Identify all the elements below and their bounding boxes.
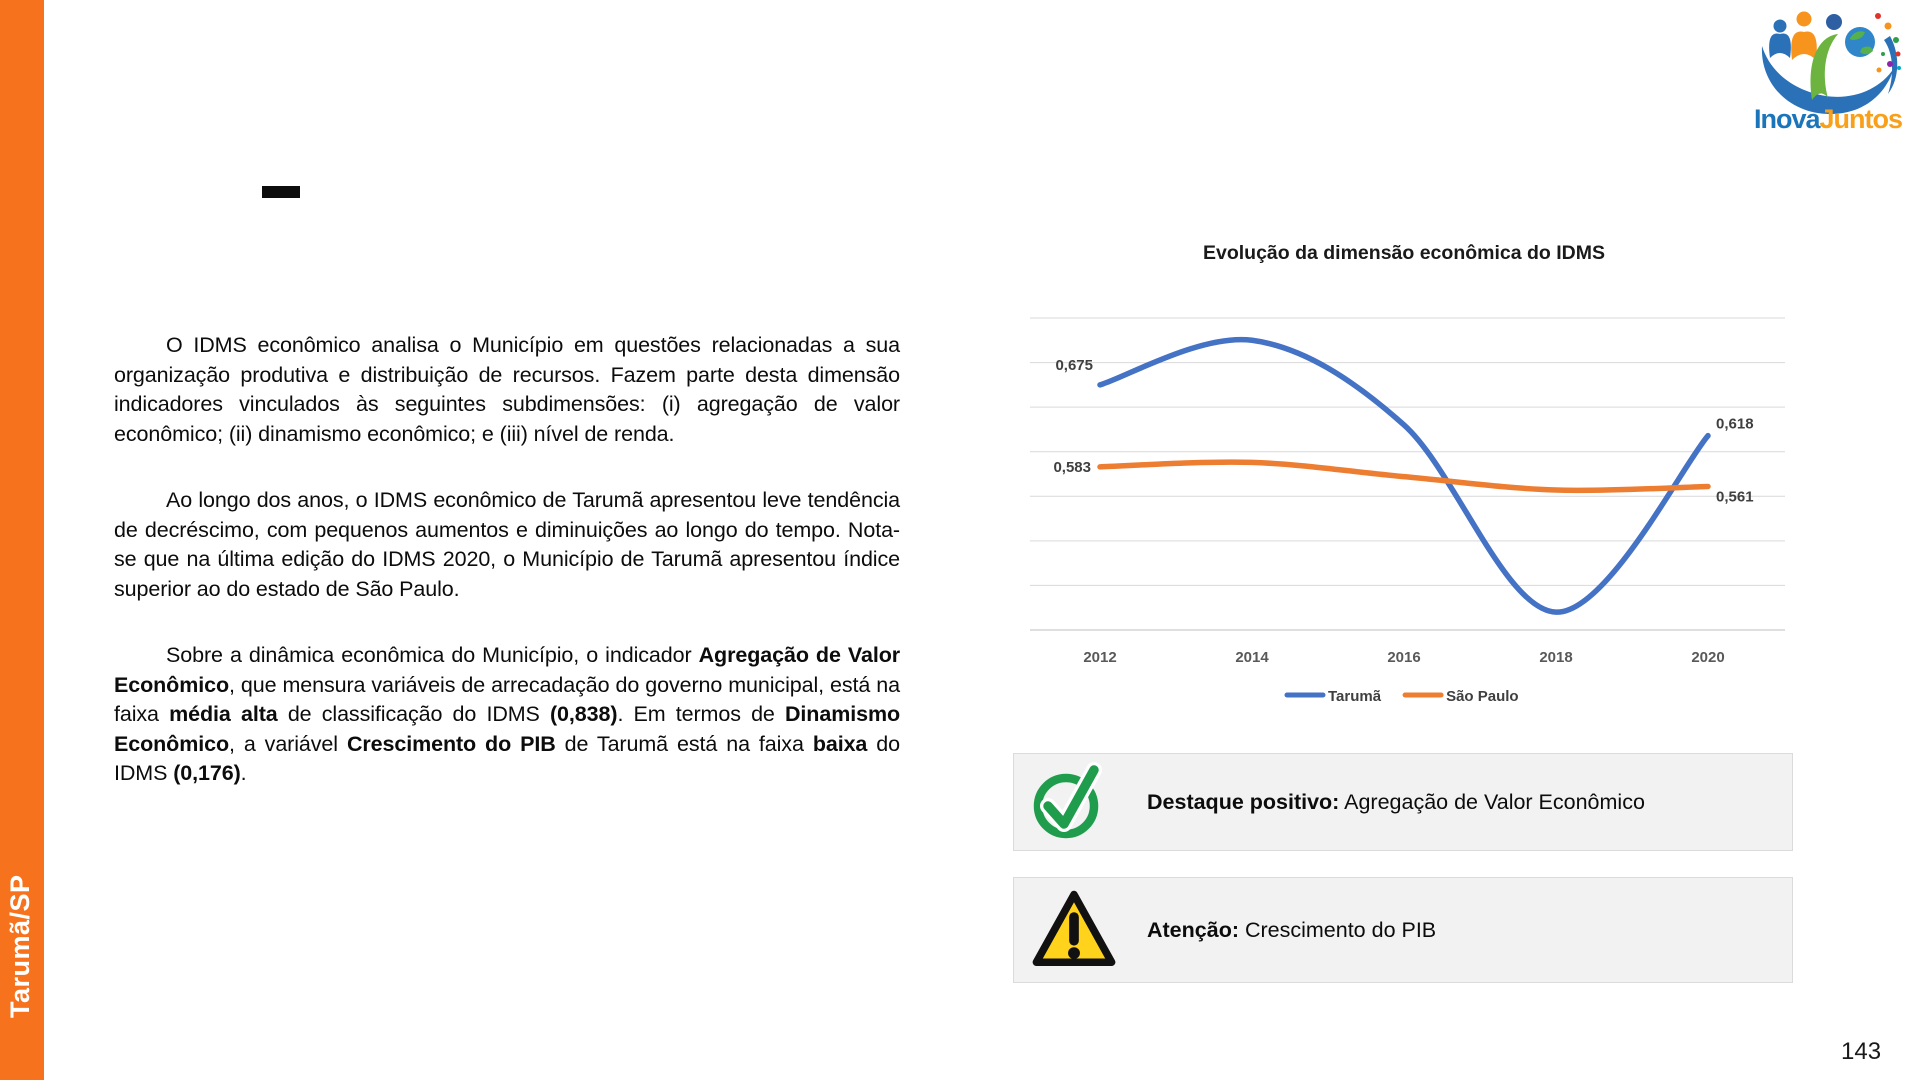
svg-text:2020: 2020 bbox=[1691, 649, 1725, 666]
attention-label: Atenção: bbox=[1147, 917, 1239, 942]
municipality-label: Tarumã/SP bbox=[5, 874, 35, 1018]
svg-text:0,561: 0,561 bbox=[1716, 488, 1754, 506]
chart-title: Evolução da dimensão econômica do IDMS bbox=[1202, 242, 1605, 264]
body-text bbox=[114, 331, 900, 826]
svg-text:Tarumã: Tarumã bbox=[1328, 688, 1382, 705]
positive-highlight-box bbox=[1013, 753, 1793, 851]
paragraph-3: Sobre a dinâmica econômica do Município, o indicador Agregação de Valor Econômico, que mensura variáveis de arrecadação do governo municipal, está na faixa média alta de classificação do IDMS (0,838). Em termos de Dinamismo Econômico, a variável Crescimento do PIB de Tarumã está na faixa baixa do IDMS (0,176). bbox=[114, 643, 900, 785]
attention-value: Crescimento do PIB bbox=[1238, 917, 1437, 942]
logo-globe-icon bbox=[1845, 27, 1875, 57]
attention-box bbox=[1013, 877, 1793, 983]
svg-text:2018: 2018 bbox=[1539, 649, 1573, 666]
positive-highlight-text bbox=[1147, 790, 1645, 815]
idms-evolution-chart bbox=[1015, 280, 1793, 720]
paragraph-1: O IDMS econômico analisa o Município em questões relacionadas a sua organização produtiva e distribuição de recursos. Fazem parte desta dimensão indicadores vinculados às seguintes subdimensões: (i) agregação de valor econômico; (ii) dinamismo econômico; e (iii) nível de renda. bbox=[114, 333, 900, 446]
inova-juntos-logo bbox=[1750, 6, 1906, 134]
check-icon bbox=[1031, 760, 1117, 844]
svg-text:São Paulo: São Paulo bbox=[1446, 688, 1519, 705]
paragraph-2: Ao longo dos anos, o IDMS econômico de Tarumã apresentou leve tendência de decréscimo, com pequenos aumentos e diminuições ao longo do tempo. Nota-se que na última edição do IDMS 2020, o Município de Tarumã apresentou índice superior ao do estado de São Paulo. bbox=[114, 488, 900, 601]
page-number: 143 bbox=[1841, 1038, 1882, 1065]
svg-text:2016: 2016 bbox=[1387, 649, 1421, 666]
attention-text bbox=[1147, 918, 1436, 943]
positive-highlight-value: Agregação de Valor Econômico bbox=[1339, 789, 1645, 814]
logo-wordmark: InovaJuntos bbox=[1753, 104, 1903, 134]
title-dash bbox=[262, 186, 300, 198]
svg-text:2012: 2012 bbox=[1083, 649, 1117, 666]
positive-highlight-label: Destaque positivo: bbox=[1147, 789, 1340, 814]
svg-text:0,583: 0,583 bbox=[1053, 458, 1091, 476]
svg-text:0,675: 0,675 bbox=[1055, 356, 1093, 374]
svg-text:0,618: 0,618 bbox=[1716, 415, 1754, 433]
svg-text:2014: 2014 bbox=[1235, 649, 1269, 666]
warning-icon bbox=[1031, 887, 1117, 973]
